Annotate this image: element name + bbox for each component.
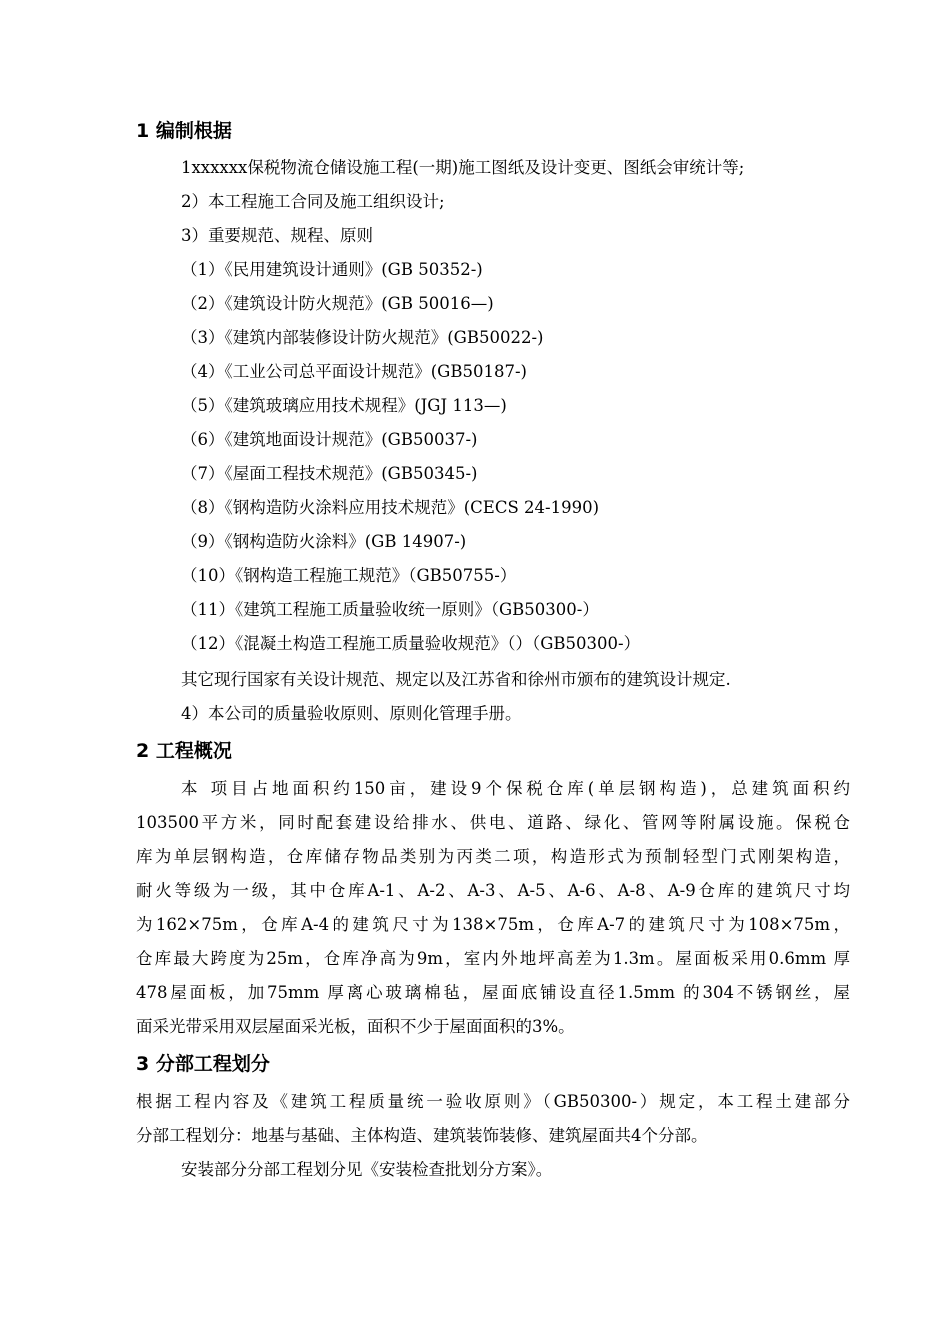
standard-item-2: （2）《建筑设计防火规范》(GB 50016—)	[181, 294, 494, 313]
basis-item-1: 1xxxxxx保税物流仓储设施工程(一期)施工图纸及设计变更、图纸会审统计等;	[181, 158, 745, 177]
standard-item-3: （3）《建筑内部装修设计防火规范》(GB50022-)	[181, 328, 544, 347]
standard-item-10: （10）《钢构造工程施工规范》（GB50755-）	[181, 566, 517, 585]
standard-item-6: （6）《建筑地面设计规范》(GB50037-)	[181, 430, 478, 449]
section-2-heading: 2 工程概况	[136, 740, 232, 762]
overview-line-5: 为162×75m，仓库A-4的建筑尺寸为138×75m，仓库A-7的建筑尺寸为108×75m，	[136, 915, 850, 934]
basis-other: 其它现行国家有关设计规范、规定以及江苏省和徐州市颁布的建筑设计规定.	[181, 670, 731, 689]
standard-item-8: （8）《钢构造防火涂料应用技术规范》(CECS 24-1990)	[181, 498, 600, 517]
section-3-heading: 3 分部工程划分	[136, 1053, 270, 1075]
basis-item-4: 4）本公司的质量验收原则、原则化管理手册。	[181, 704, 522, 723]
section-1-heading: 1 编制根据	[136, 120, 232, 142]
standard-item-1: （1）《民用建筑设计通则》(GB 50352-)	[181, 260, 483, 279]
standard-item-11: （11）《建筑工程施工质量验收统一原则》（GB50300-）	[181, 600, 599, 619]
overview-line-6: 仓库最大跨度为25m，仓库净高为9m，室内外地坪高差为1.3m。屋面板采用0.6mm 厚	[136, 949, 850, 968]
division-line-3: 安装部分分部工程划分见《安装检查批划分方案》。	[181, 1160, 553, 1179]
overview-line-7: 478屋面板，加75mm 厚离心玻璃棉毡，屋面底铺设直径1.5mm 的304不锈钢丝，屋	[136, 983, 850, 1002]
standard-item-4: （4）《工业公司总平面设计规范》(GB50187-)	[181, 362, 527, 381]
division-line-1: 根据工程内容及《建筑工程质量统一验收原则》（GB50300-）规定，本工程土建部分	[136, 1092, 850, 1111]
basis-item-3: 3）重要规范、规程、原则	[181, 226, 373, 245]
standard-item-12: （12）《混凝土构造工程施工质量验收规范》（）（GB50300-）	[181, 634, 641, 653]
basis-item-2: 2）本工程施工合同及施工组织设计;	[181, 192, 445, 211]
overview-line-1: 本 项目占地面积约150亩，建设9个保税仓库(单层钢构造)，总建筑面积约	[181, 779, 850, 798]
standard-item-9: （9）《钢构造防火涂料》(GB 14907-)	[181, 532, 467, 551]
division-line-2: 分部工程划分：地基与基础、主体构造、建筑装饰装修、建筑屋面共4个分部。	[136, 1126, 708, 1145]
overview-line-8: 面采光带采用双层屋面采光板，面积不少于屋面面积的3%。	[136, 1017, 575, 1036]
overview-line-4: 耐火等级为一级，其中仓库A-1、A-2、A-3、A-5、A-6、A-8、A-9仓库的建筑尺寸均	[136, 881, 850, 900]
standard-item-5: （5）《建筑玻璃应用技术规程》(JGJ 113—)	[181, 396, 507, 415]
standard-item-7: （7）《屋面工程技术规范》(GB50345-)	[181, 464, 478, 483]
overview-line-3: 库为单层钢构造，仓库储存物品类别为丙类二项，构造形式为预制轻型门式刚架构造，	[136, 847, 850, 866]
overview-line-2: 103500平方米，同时配套建设给排水、供电、道路、绿化、管网等附属设施。保税仓	[136, 813, 850, 832]
